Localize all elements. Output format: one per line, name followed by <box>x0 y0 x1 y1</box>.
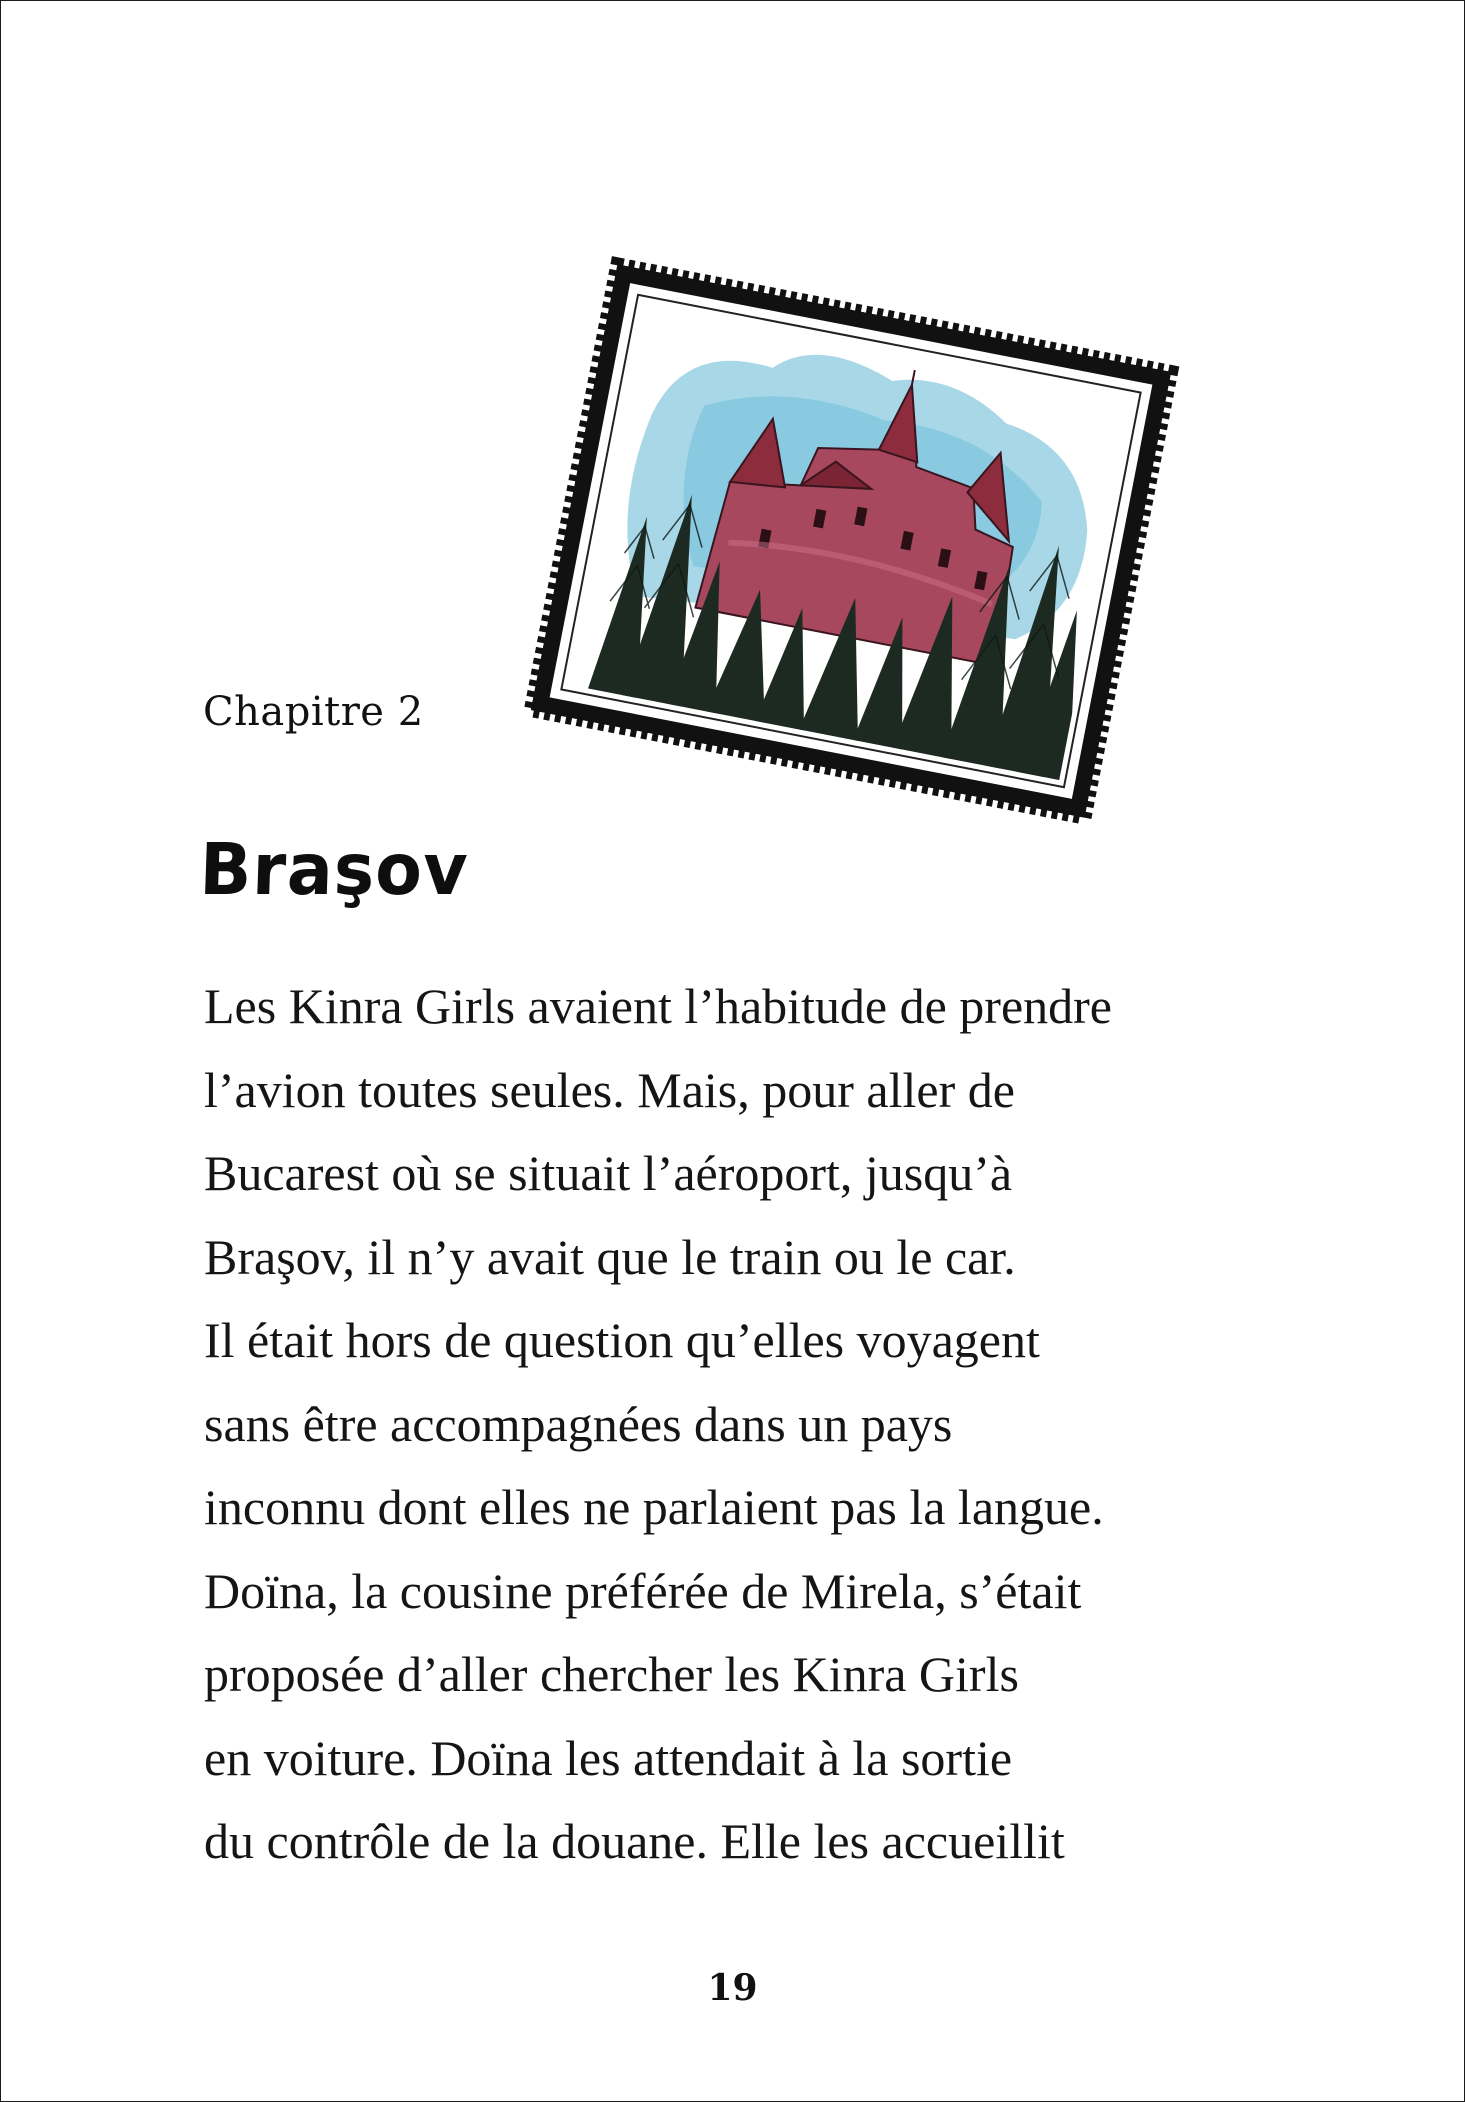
body-line: proposée d’aller chercher les Kinra Girls <box>204 1646 1019 1702</box>
body-paragraph <box>204 965 1284 1884</box>
chapter-title: Braşov <box>198 829 470 912</box>
castle-postage-stamp-icon <box>521 255 1180 827</box>
body-line: en voiture. Doïna les attendait à la sortie <box>204 1729 1013 1786</box>
chapter-label: Chapitre 2 <box>203 689 424 735</box>
body-line: Il était hors de question qu’elles voyagent <box>204 1312 1040 1368</box>
body-line: sans être accompagnées dans un pays <box>204 1395 953 1452</box>
page-number: 19 <box>707 1967 758 2009</box>
body-line: Braşov, il n’y avait que le train ou le car. <box>204 1228 1016 1285</box>
body-line: Les Kinra Girls avaient l’habitude de prendre <box>204 978 1112 1034</box>
body-line: du contrôle de la douane. Elle les accueillit <box>204 1813 1065 1869</box>
stamp-illustration <box>521 255 1180 827</box>
body-line: inconnu dont elles ne parlaient pas la langue. <box>204 1479 1104 1535</box>
body-line: Doïna, la cousine préférée de Mirela, s’était <box>204 1562 1082 1619</box>
body-line: Bucarest où se situait l’aéroport, jusqu’à <box>204 1145 1013 1201</box>
body-line: l’avion toutes seules. Mais, pour aller de <box>204 1061 1015 1118</box>
